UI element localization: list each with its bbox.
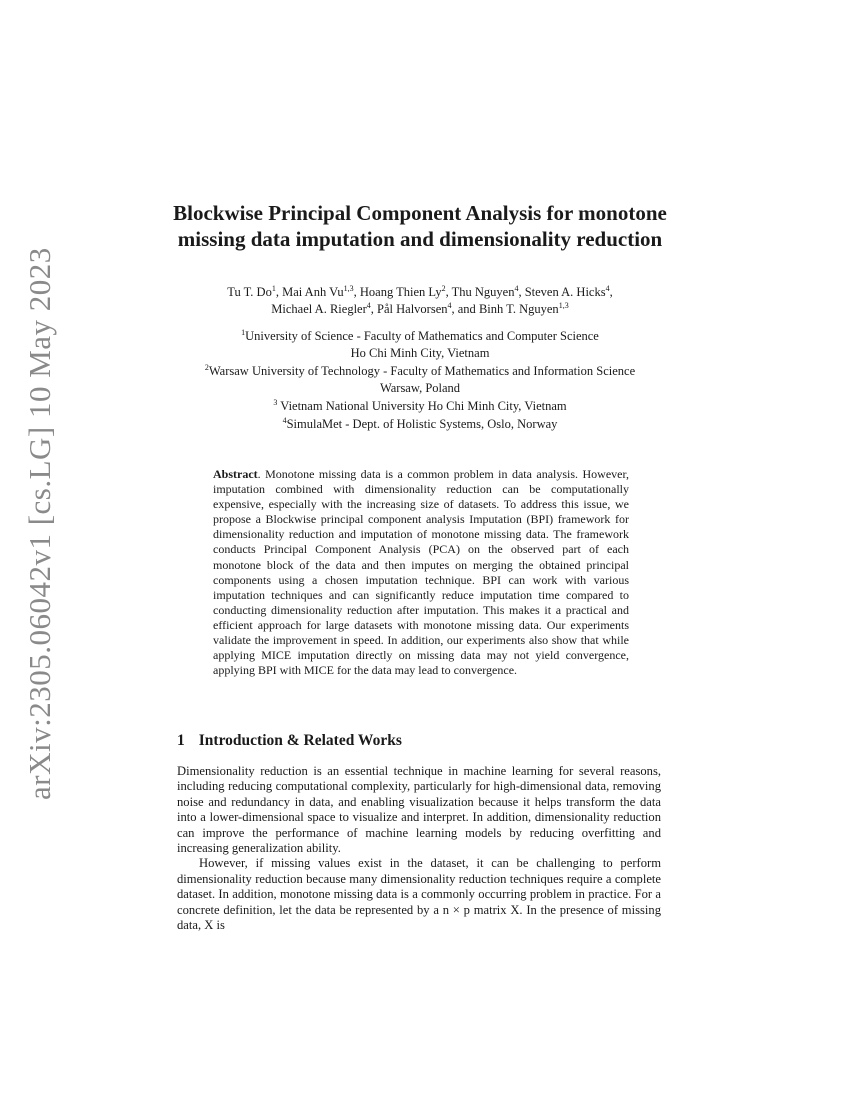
abstract	[213, 467, 629, 678]
affiliation-list	[150, 328, 690, 434]
abstract-text: . Monotone missing data is a common problem in data analysis. However, imputation combined with dimensionality reduction can be computationally expensive, especially with the increasing size of datasets. To address this issue, we propose a Blockwise principal component analysis Imputation (BPI) framework for dimensionality reduction and imputation of monotone missing data. The framework conducts Principal Component Analysis (PCA) on the observed part of each monotone block of the data and then imputes on merging the obtained principal components using a chosen imputation technique. BPI can work with various imputation techniques and can significantly reduce imputation time compared to conducting dimensionality reduction after imputation. This makes it a practical and efficient approach for large datasets with monotone missing data. Our experiments validate the improvement in speed. In addition, our experiments also show that while applying MICE imputation directly on missing data may not yield convergence, applying BPI with MICE for the data may lead to convergence.	[213, 467, 629, 678]
affiliation	[150, 416, 690, 433]
arxiv-identifier-stamp: arXiv:2305.06042v1 [cs.LG] 10 May 2023	[22, 247, 57, 800]
affiliation-line: SimulaMet - Dept. of Holistic Systems, Oslo, Norway	[286, 417, 558, 431]
author-list	[150, 284, 690, 318]
affiliation-line: Vietnam National University Ho Chi Minh City, Vietnam	[277, 399, 567, 413]
body-paragraph: Dimensionality reduction is an essential technique in machine learning for several reasons, including reducing computational complexity, particularly for high-dimensional data, removing noise and redundancy in data, and enabling visualization because it helps transform the data into a lower-dimensional space to visualize and interpret. In addition, dimensionality reduction can improve the performance of machine learning models by reducing overfitting and increasing generalization ability.	[177, 764, 661, 856]
author-name: Mai Anh Vu	[282, 285, 344, 299]
author-separator: ,	[445, 285, 452, 299]
affiliation-line: Warsaw University of Technology - Faculty of Mathematics and Information Science	[208, 364, 636, 378]
affiliation-location: Warsaw, Poland	[379, 381, 461, 395]
author-affiliation-marker: 1,3	[343, 283, 354, 293]
affiliation-location: Ho Chi Minh City, Vietnam	[350, 346, 490, 360]
author-affiliation-marker: 1	[271, 283, 276, 293]
author-name: Tu T. Do	[227, 285, 272, 299]
abstract-label: Abstract	[213, 467, 258, 481]
affiliation-marker: 1	[241, 327, 246, 337]
affiliation-marker: 2	[204, 362, 209, 372]
body-paragraph: However, if missing values exist in the dataset, it can be challenging to perform dimensionality reduction because many dimensionality reduction techniques require a complete dataset. In addition, monotone missing data is a commonly occurring problem in practice. For a concrete definition, let the data be represented by a n × p matrix X. In the presence of missing data, X is	[177, 856, 661, 933]
author-name: Michael A. Riegler	[271, 302, 367, 316]
author-separator: ,	[353, 285, 360, 299]
author-name: Binh T. Nguyen	[478, 302, 559, 316]
author-separator: ,	[609, 285, 613, 299]
affiliation	[150, 398, 690, 415]
affiliation-line: University of Science - Faculty of Mathematics and Computer Science	[245, 329, 599, 343]
author-separator: , and	[451, 302, 479, 316]
affiliation	[150, 363, 690, 397]
author-affiliation-marker: 4	[447, 300, 452, 310]
author-separator: ,	[370, 302, 378, 316]
section-heading	[177, 732, 402, 750]
author-name: Pål Halvorsen	[377, 302, 448, 316]
author-affiliation-marker: 4	[514, 283, 519, 293]
paper-title: Blockwise Principal Component Analysis for monotone missing data imputation and dimensionality reduction	[173, 201, 667, 251]
author-affiliation-marker: 1,3	[558, 300, 569, 310]
author-affiliation-marker: 4	[366, 300, 371, 310]
affiliation	[150, 328, 690, 362]
author-affiliation-marker: 2	[441, 283, 446, 293]
affiliation-marker: 3	[273, 397, 278, 407]
affiliation-marker: 4	[282, 415, 287, 425]
author-name: Thu Nguyen	[451, 285, 515, 299]
author-separator: ,	[518, 285, 525, 299]
author-name: Hoang Thien Ly	[359, 285, 442, 299]
author-name: Steven A. Hicks	[524, 285, 606, 299]
section-number: 1	[177, 732, 185, 749]
author-separator: ,	[275, 285, 283, 299]
author-affiliation-marker: 4	[605, 283, 610, 293]
body-text	[177, 764, 661, 933]
section-title: Introduction & Related Works	[198, 732, 402, 749]
